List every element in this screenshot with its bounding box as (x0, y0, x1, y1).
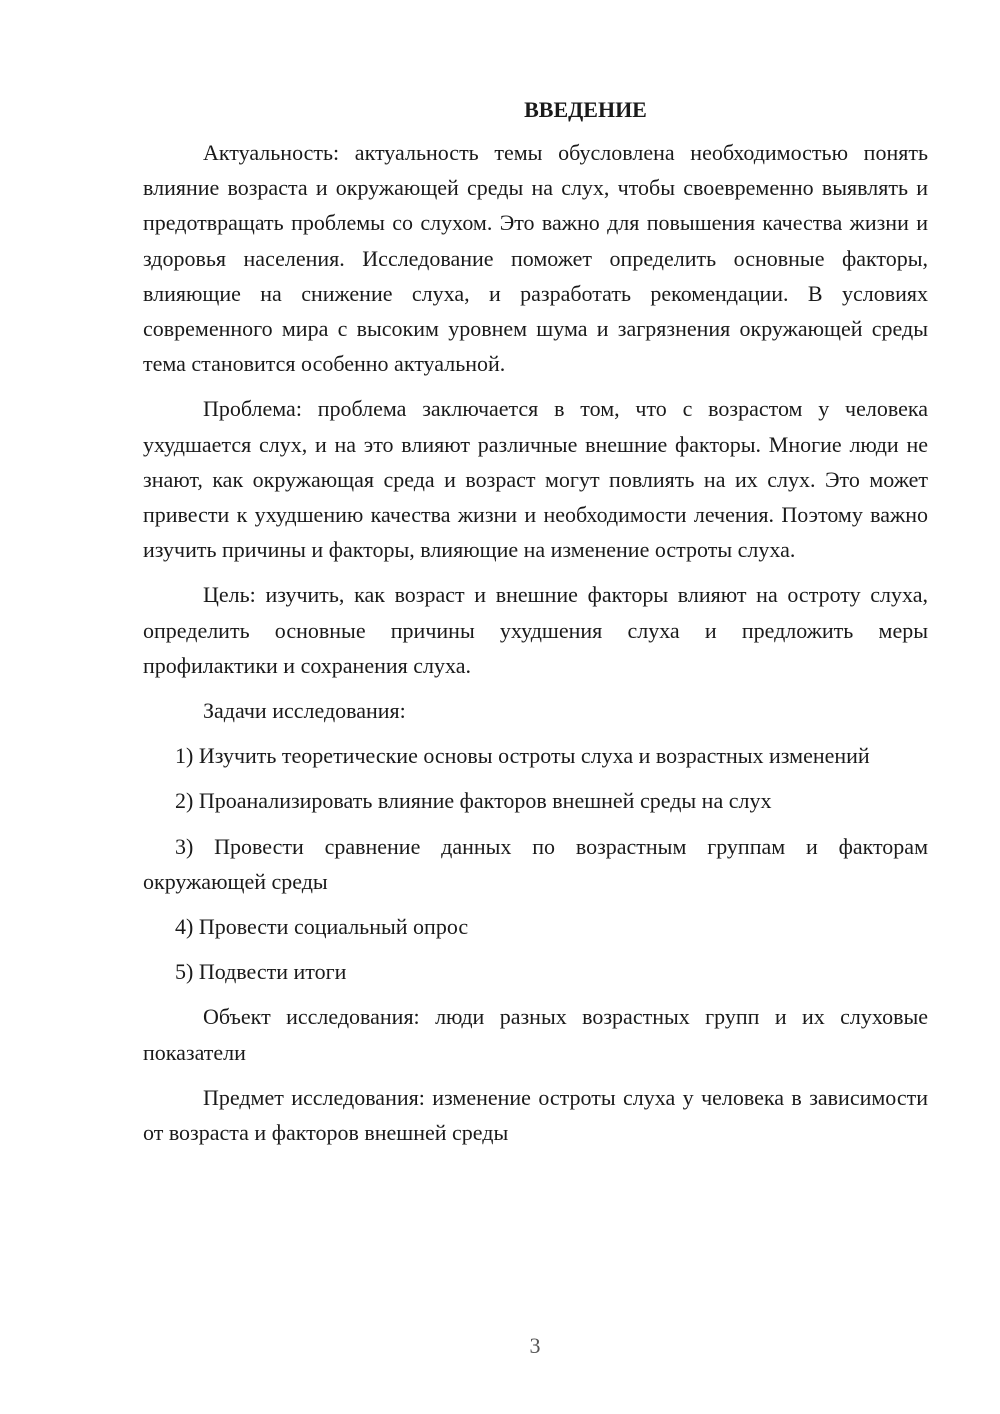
task-item: 1) Изучить теоретические основы остроты слуха и возрастных изменений (175, 743, 870, 769)
document-page (143, 92, 928, 1160)
section-title: ВВЕДЕНИЕ (524, 97, 647, 122)
task-item: 5) Подвести итоги (175, 959, 347, 985)
tasks-heading: Задачи исследования: (203, 698, 406, 724)
task-item: 4) Провести социальный опрос (175, 914, 469, 940)
relevance-paragraph: Актуальность: актуальность темы обусловлена необходимостью понять влияние возраста и окружающей среды на слух, чтобы своевременно выявлять и предотвращать проблемы со слухом. Это важно для повышения качества жизни и здоровья населения. Исследование поможет определить основные факторы, влияющие на снижение слуха, и разработать рекомендации. В условиях современного мира с высоким уровнем шума и загрязнения окружающей среды тема становится особенно актуальной. (143, 140, 928, 377)
goal-paragraph: Цель: изучить, как возраст и внешние факторы влияют на остроту слуха, определить основные причины ухудшения слуха и предложить меры профилактики и сохранения слуха. (143, 582, 928, 678)
research-object-paragraph: Объект исследования: люди разных возрастных групп и их слуховые показатели (143, 1004, 928, 1065)
page-number: 3 (529, 1333, 541, 1358)
problem-paragraph: Проблема: проблема заключается в том, что с возрастом у человека ухудшается слух, и на это влияют различные внешние факторы. Многие люди не знают, как окружающая среда и возраст могут повлиять на их слух. Это может привести к ухудшению качества жизни и необходимости лечения. Поэтому важно изучить причины и факторы, влияющие на изменение остроты слуха. (143, 396, 928, 563)
task-item: 2) Проанализировать влияние факторов внешней среды на слух (175, 788, 772, 814)
research-subject-paragraph: Предмет исследования: изменение остроты слуха у человека в зависимости от возраста и факторов внешней среды (143, 1084, 928, 1146)
task-item: 3) Провести сравнение данных по возрастным группам и факторам окружающей среды (143, 833, 928, 894)
